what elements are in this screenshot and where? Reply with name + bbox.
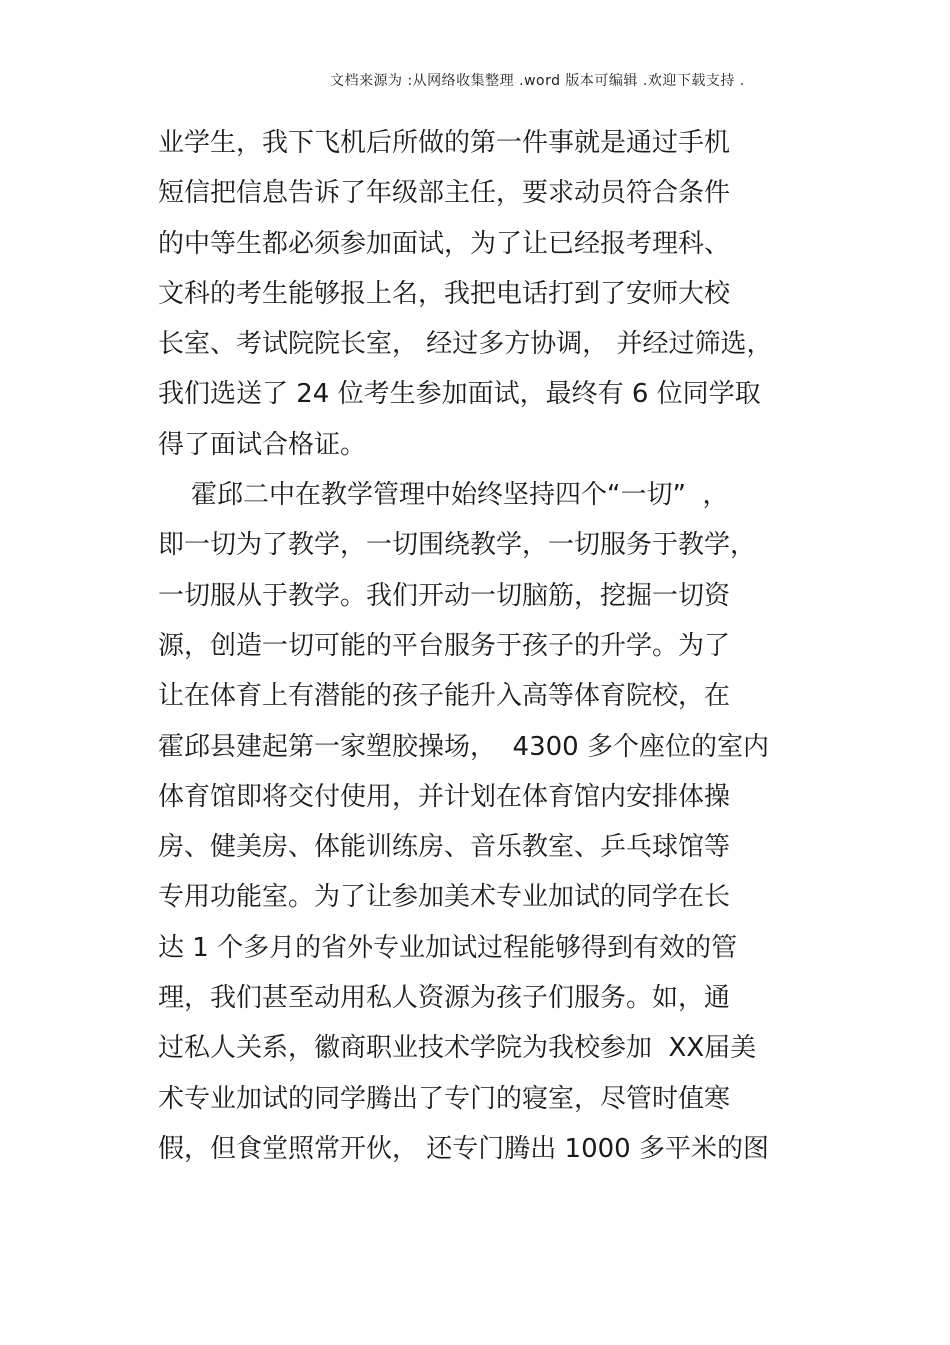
body-line: 霍邱二中在教学管理中始终坚持四个“一切” ， bbox=[158, 480, 729, 511]
body-line: 体育馆即将交付使用，并计划在体育馆内安排体操 bbox=[158, 781, 731, 812]
body-line: 一切服从于教学。我们开动一切脑筋，挖掘一切资 bbox=[158, 580, 731, 611]
body-line: 假，但食堂照常开伙， 还专门腾出 1000 多平米的图 bbox=[158, 1133, 769, 1164]
body-line: 术专业加试的同学腾出了专门的寝室，尽管时值寒 bbox=[158, 1083, 731, 1114]
body-line: 达 1 个多月的省外专业加试过程能够得到有效的管 bbox=[158, 932, 738, 963]
body-line: 过私人关系，徽商职业技术学院为我校参加 XX届美 bbox=[158, 1033, 757, 1064]
body-line: 房、健美房、体能训练房、音乐教室、乒乓球馆等 bbox=[158, 832, 731, 863]
page-header: 文档来源为 :从网络收集整理 .word 版本可编辑 .欢迎下载支持 . bbox=[330, 73, 745, 89]
body-line: 文科的考生能够报上名，我把电话打到了安师大校 bbox=[158, 278, 731, 309]
body-line: 即一切为了教学，一切围绕教学，一切服务于教学， bbox=[158, 530, 757, 561]
body-line: 的中等生都必须参加面试，为了让已经报考理科、 bbox=[158, 228, 731, 259]
body-line: 让在体育上有潜能的孩子能升入高等体育院校，在 bbox=[158, 681, 731, 712]
body-line: 理，我们甚至动用私人资源为孩子们服务。如，通 bbox=[158, 983, 731, 1014]
body-line: 源，创造一切可能的平台服务于孩子的升学。为了 bbox=[158, 630, 731, 661]
document-body bbox=[158, 118, 808, 1174]
body-line: 得了面试合格证。 bbox=[158, 429, 367, 460]
body-line: 专用功能室。为了让参加美术专业加试的同学在长 bbox=[158, 882, 731, 913]
body-line: 霍邱县建起第一家塑胶操场， 4300 多个座位的室内 bbox=[158, 731, 769, 762]
body-line: 短信把信息告诉了年级部主任，要求动员符合条件 bbox=[158, 178, 731, 209]
body-line: 业学生，我下飞机后所做的第一件事就是通过手机 bbox=[158, 128, 731, 158]
body-line: 我们选送了 24 位考生参加面试，最终有 6 位同学取 bbox=[158, 379, 761, 410]
body-line: 长室、考试院院长室， 经过多方协调， 并经过筛选， bbox=[158, 329, 773, 360]
